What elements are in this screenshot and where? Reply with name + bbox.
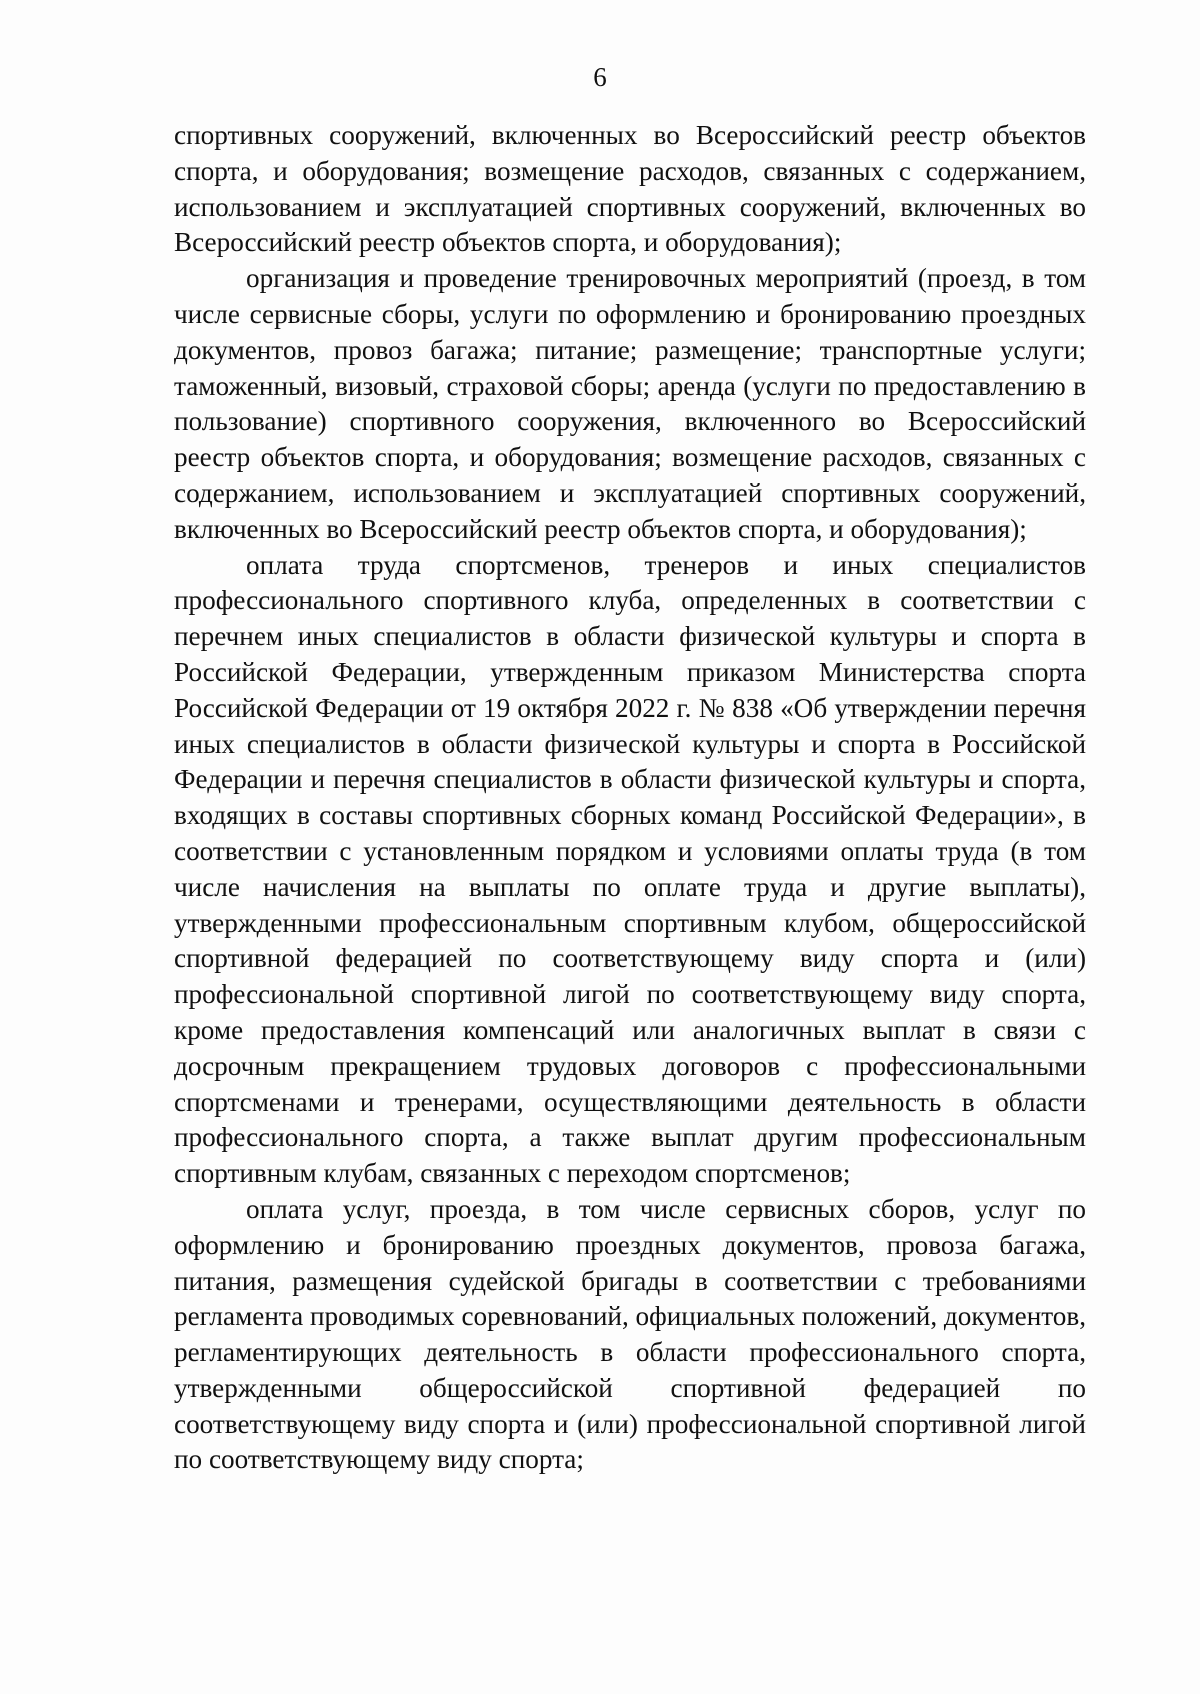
paragraph-continuation: спортивных сооружений, включенных во Всероссийский реестр объектов спорта, и оборудования; возмещение расходов, связанных с содержанием, использованием и эксплуатацией спортивных сооружений, включенных во Всероссийский реестр объектов спорта, и оборудования); [174, 120, 1086, 258]
paragraph-training-events: организация и проведение тренировочных мероприятий (проезд, в том числе сервисные сборы, услуги по оформлению и бронированию проездных документов, провоз багажа; питание; размещение; транспортные услуги; таможенный, визовый, страховой сборы; аренда (услуги по предоставлению в пользование) спортивного сооружения, включенного во Всероссийский реестр объектов спорта, и оборудования; возмещение расходов, связанных с содержанием, использованием и эксплуатацией спортивных сооружений, включенных во Всероссийский реестр объектов спорта, и оборудования); [174, 263, 1086, 544]
page-number: 6 [593, 62, 607, 92]
document-body [174, 118, 1086, 1478]
paragraph-labor-payment: оплата труда спортсменов, тренеров и иных специалистов профессионального спортивного клуба, определенных в соответствии с перечнем иных специалистов в области физической культуры и спорта в Российской Федерации, утвержденным приказом Министерства спорта Российской Федерации от 19 октября 2022 г. № 838 «Об утверждении перечня иных специалистов в области физической культуры и спорта в Российской Федерации и перечня специалистов в области физической культуры и спорта, входящих в составы спортивных сборных команд Российской Федерации», в соответствии с установленным порядком и условиями оплаты труда (в том числе начисления на выплаты по оплате труда и другие выплаты), утвержденными профессиональным спортивным клубом, общероссийской спортивной федерацией по соответствующему виду спорта и (или) профессиональной спортивной лигой по соответствующему виду спорта, кроме предоставления компенсаций или аналогичных выплат в связи с досрочным прекращением трудовых договоров с профессиональными спортсменами и тренерами, осуществляющими деятельность в области профессионального спорта, а также выплат другим профессиональным спортивным клубам, связанных с переходом спортсменов; [174, 549, 1086, 1189]
paragraph-referee-services: оплата услуг, проезда, в том числе сервисных сборов, услуг по оформлению и бронированию проездных документов, провоза багажа, питания, размещения судейской бригады в соответствии с требованиями регламента проводимых соревнований, официальных положений, документов, регламентирующих деятельность в области профессионального спорта, утвержденными общероссийской спортивной федерацией по соответствующему виду спорта и (или) профессиональной спортивной лигой по соответствующему виду спорта; [174, 1193, 1086, 1475]
